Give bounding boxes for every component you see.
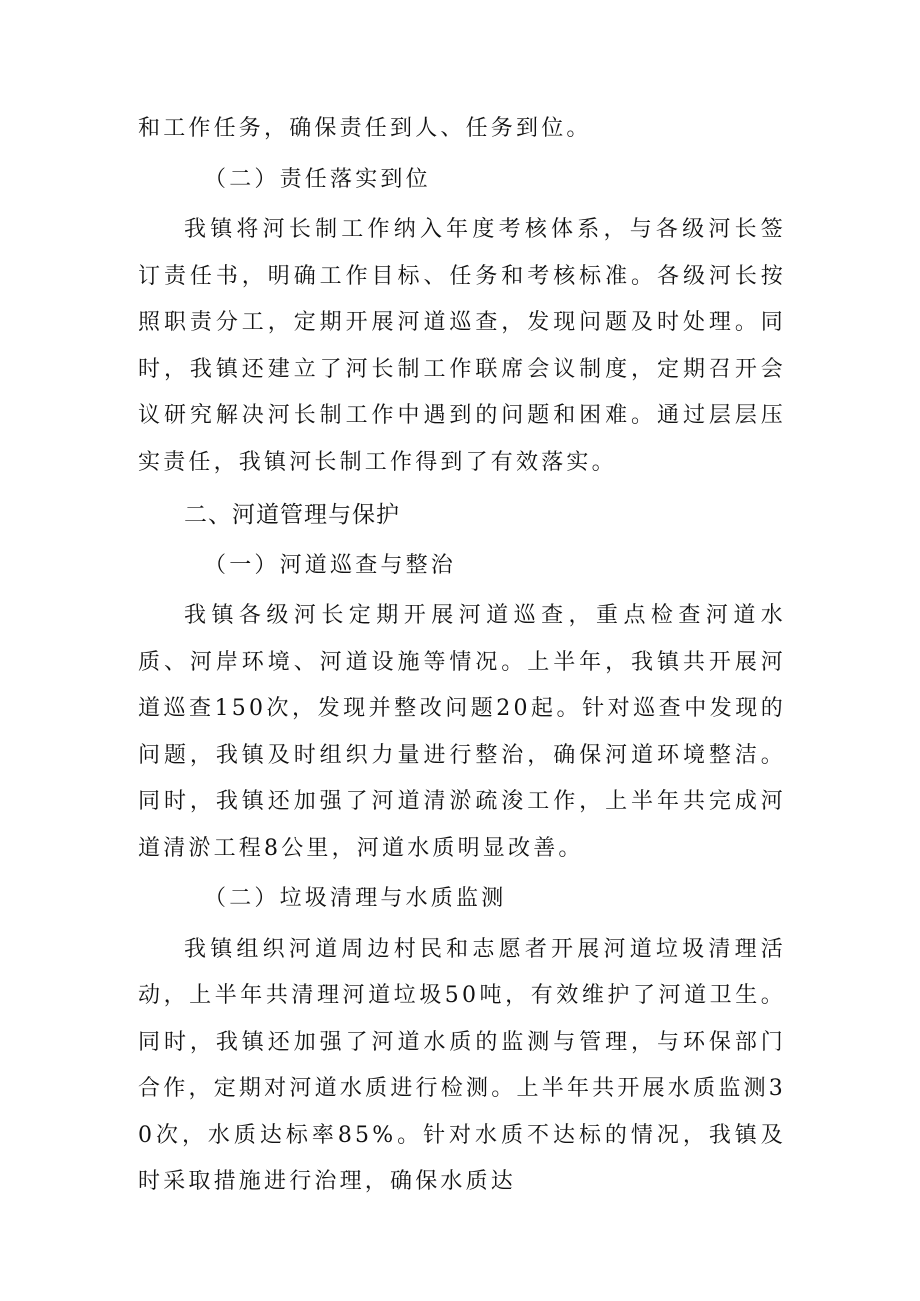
paragraph-continuation: 和工作任务，确保责任到人、任务到位。 bbox=[138, 116, 592, 141]
subheading-responsibility: （二）责任落实到位 bbox=[204, 166, 431, 192]
document-body bbox=[138, 106, 786, 1206]
paragraph-garbage-water: 我镇组织河道周边村民和志愿者开展河道垃圾清理活动，上半年共清理河道垃圾50吨，有效维护了河道卫生。同时，我镇还加强了河道水质的监测与管理，与环保部门合作，定期对河道水质进行检测。上半年共开展水质监测30次，水质达标率85%。针对水质不达标的情况，我镇及时采取措施进行治理，确保水质达 bbox=[138, 936, 786, 1194]
paragraph-responsibility: 我镇将河长制工作纳入年度考核体系，与各级河长签订责任书，明确工作目标、任务和考核标准。各级河长按照职责分工，定期开展河道巡查，发现问题及时处理。同时，我镇还建立了河长制工作联席会议制度，定期召开会议研究解决河长制工作中遇到的问题和困难。通过层层压实责任，我镇河长制工作得到了有效落实。 bbox=[138, 217, 786, 475]
subheading-patrol: （一）河道巡查与整治 bbox=[204, 552, 457, 578]
section-heading-river-management: 二、河道管理与保护 bbox=[184, 502, 400, 528]
paragraph-patrol: 我镇各级河长定期开展河道巡查，重点检查河道水质、河岸环境、河道设施等情况。上半年，我镇共开展河道巡查150次，发现并整改问题20起。针对巡查中发现的问题，我镇及时组织力量进行整治，确保河道环境整洁。同时，我镇还加强了河道清淤疏浚工作，上半年共完成河道清淤工程8公里，河道水质明显改善。 bbox=[138, 603, 786, 861]
subheading-garbage-water: （二）垃圾清理与水质监测 bbox=[204, 886, 507, 911]
